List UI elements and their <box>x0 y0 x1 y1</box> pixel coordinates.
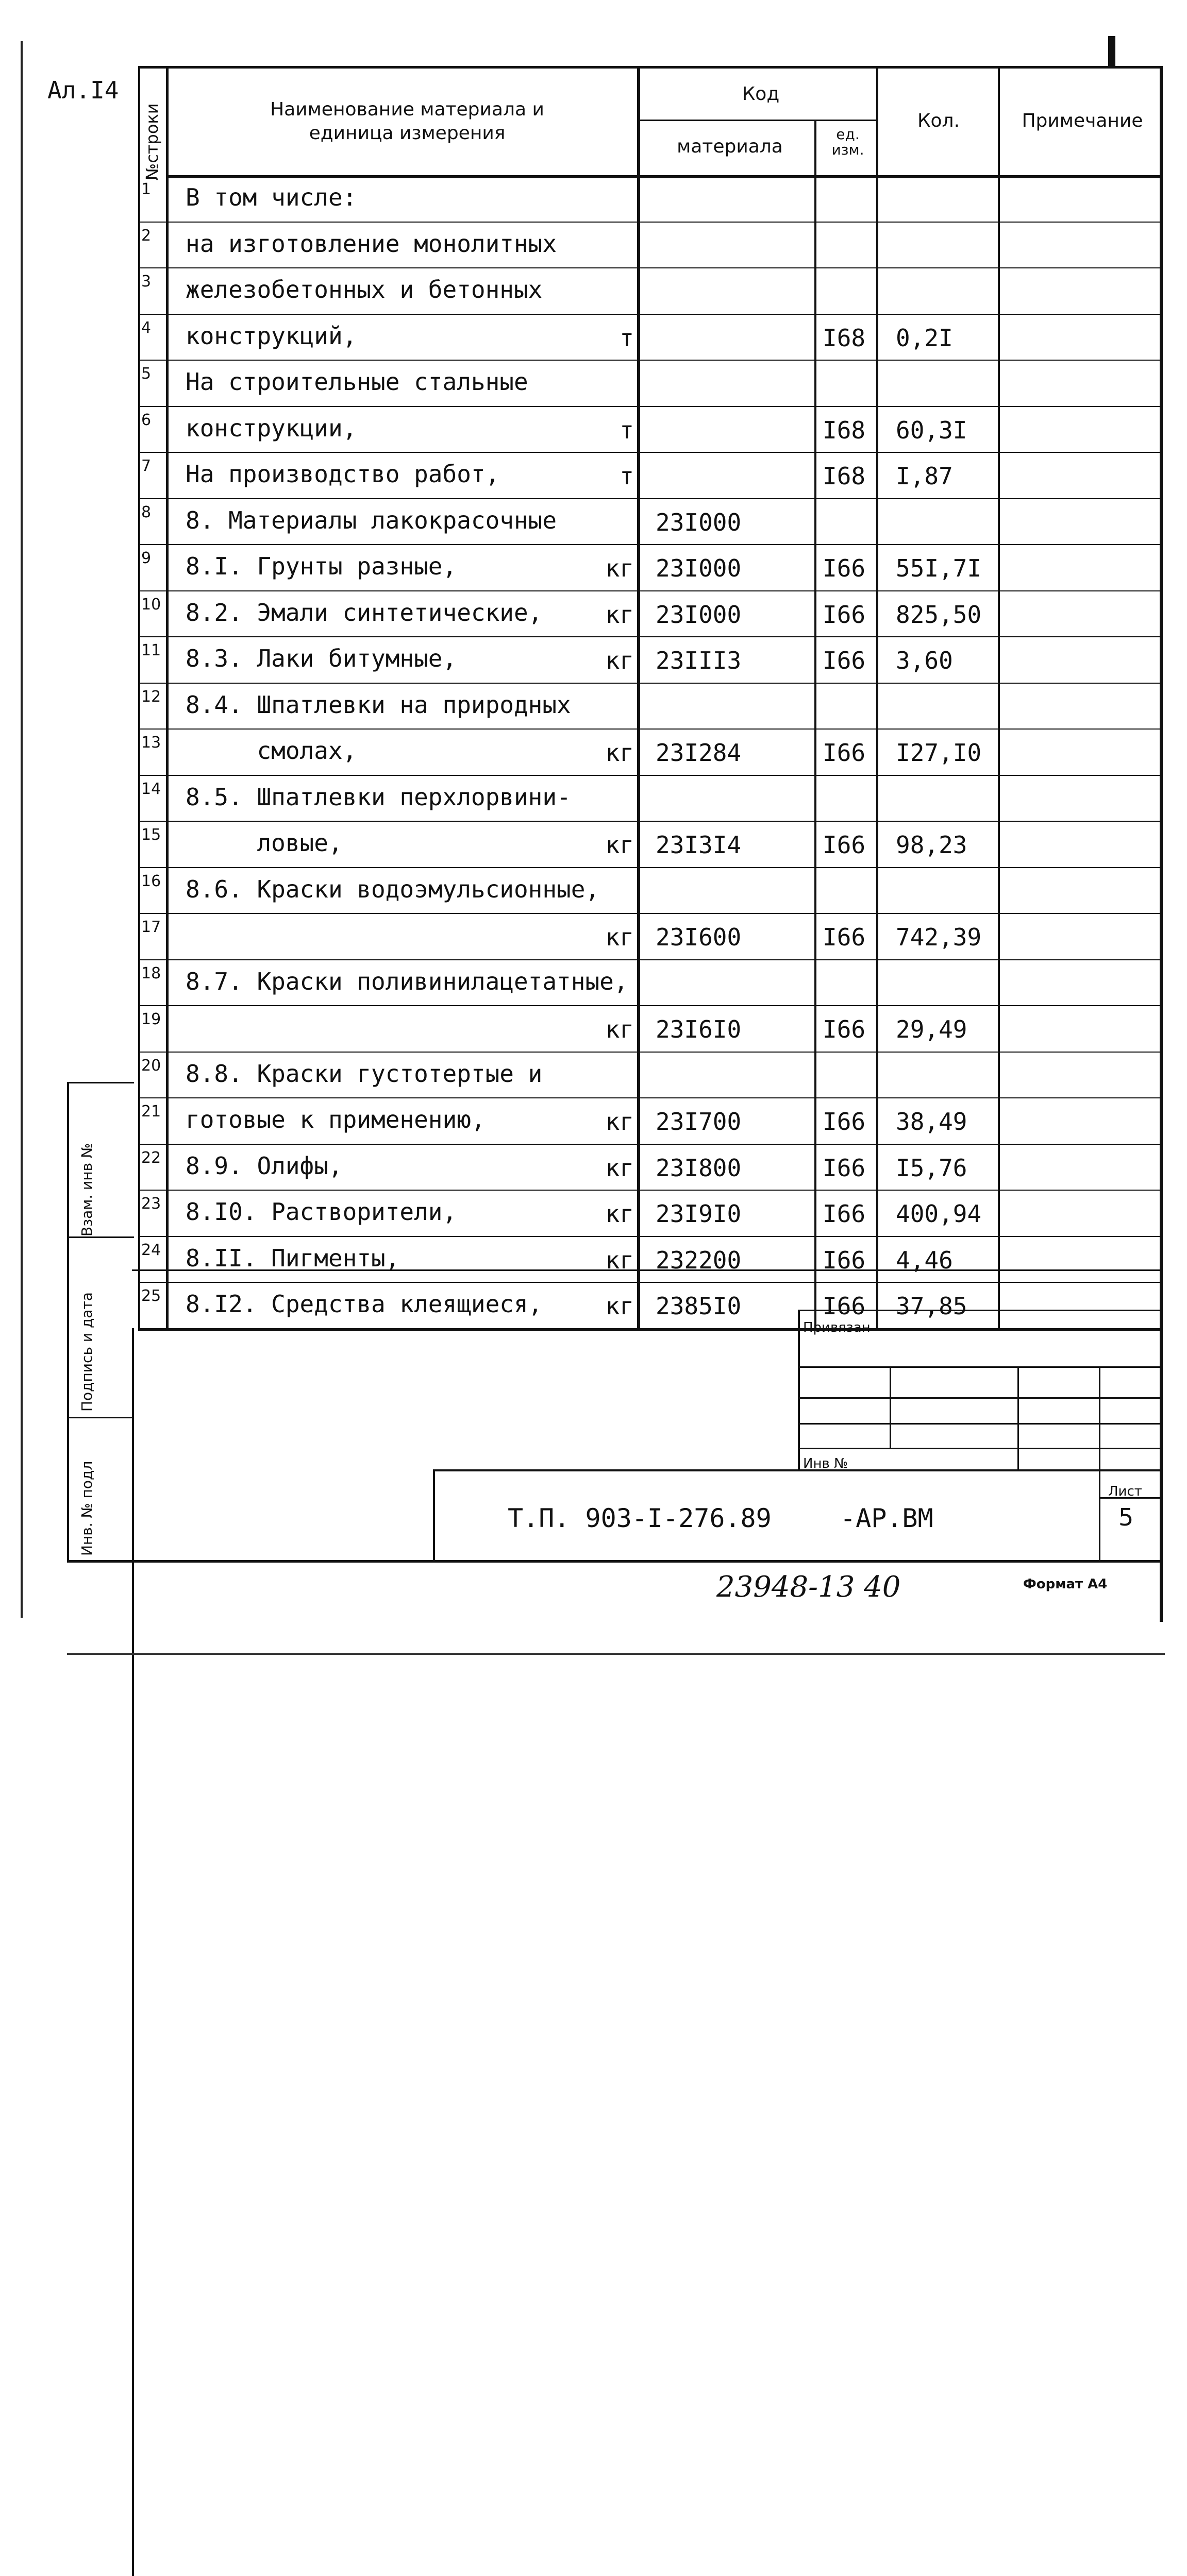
header-code-split <box>637 120 876 121</box>
row-divider <box>138 1282 1160 1283</box>
material-name: 8.6. Краски водоэмульсионные, <box>186 875 599 903</box>
row-number: 6 <box>141 411 167 429</box>
col-border-left <box>138 66 140 1328</box>
row-divider <box>138 683 1160 684</box>
sheet-label: Ал.I4 <box>47 76 119 104</box>
row-number: 1 <box>141 180 167 198</box>
row-number: 22 <box>141 1149 167 1167</box>
unit-code: I68 <box>823 462 865 490</box>
quantity: I5,76 <box>896 1154 967 1182</box>
table-top-border <box>138 66 1160 69</box>
header-bottom-border <box>166 175 1160 178</box>
unit-label: кг <box>588 647 634 674</box>
unit-label: кг <box>588 1108 634 1136</box>
row-divider <box>138 222 1160 223</box>
row-divider <box>138 867 1160 868</box>
material-name: На строительные стальные <box>186 368 528 396</box>
row-number: 4 <box>141 319 167 337</box>
quantity: 55I,7I <box>896 554 981 582</box>
unit-code: I66 <box>823 1246 865 1274</box>
row-number: 18 <box>141 964 167 982</box>
stamp-grid-v <box>890 1366 891 1449</box>
unit-label: кг <box>588 1200 634 1228</box>
title-left <box>433 1469 435 1560</box>
stamp-grid-h <box>798 1397 1160 1399</box>
row-number: 17 <box>141 918 167 936</box>
row-number: 13 <box>141 734 167 752</box>
document-suffix: -АР.ВМ <box>840 1503 933 1533</box>
unit-label: т <box>588 416 634 444</box>
row-divider <box>138 1236 1160 1237</box>
row-number: 3 <box>141 273 167 291</box>
col-border-right <box>1160 66 1163 1328</box>
material-name: 8. Материалы лакокрасочные <box>186 506 557 534</box>
header-qty: Кол. <box>879 109 998 133</box>
side-label-inv-podl: Инв. № подл <box>78 1461 95 1556</box>
row-divider <box>138 775 1160 776</box>
col-border-code <box>637 66 640 1328</box>
title-top <box>433 1469 1160 1471</box>
material-name: ловые, <box>186 829 343 857</box>
quantity: 742,39 <box>896 923 981 951</box>
col-border-qty <box>876 66 878 1328</box>
material-name: 8.2. Эмали синтетические, <box>186 599 542 626</box>
bottom-cut-line <box>67 1653 1165 1655</box>
sheet-word: Лист <box>1108 1484 1142 1499</box>
quantity: 98,23 <box>896 831 967 859</box>
quantity: 400,94 <box>896 1200 981 1228</box>
material-name: готовые к применению, <box>186 1106 486 1133</box>
row-divider <box>138 728 1160 730</box>
unit-label: кг <box>588 739 634 767</box>
material-name: конструкции, <box>186 414 357 442</box>
row-divider <box>138 821 1160 822</box>
material-name: 8.II. Пигменты, <box>186 1244 399 1272</box>
unit-label: кг <box>588 1246 634 1274</box>
margin-line <box>21 41 23 1618</box>
header-code-unit: ед. изм. <box>820 127 876 158</box>
unit-code: I66 <box>823 831 865 859</box>
unit-code: I66 <box>823 1200 865 1228</box>
stamp-right <box>1160 1328 1163 1622</box>
row-number: 10 <box>141 596 167 614</box>
stamp-grid-h <box>798 1448 1160 1449</box>
material-name: 8.I0. Растворители, <box>186 1198 457 1226</box>
row-number: 21 <box>141 1103 167 1121</box>
quantity: 0,2I <box>896 324 953 352</box>
row-divider <box>138 636 1160 637</box>
material-code: 23III3 <box>656 647 741 674</box>
side-box-line <box>67 1236 134 1238</box>
quantity: 37,85 <box>896 1292 967 1320</box>
side-label-podpis: Подпись и дата <box>78 1292 95 1412</box>
unit-label: кг <box>588 831 634 859</box>
row-divider <box>138 1144 1160 1145</box>
material-name: 8.5. Шпатлевки перхлорвини- <box>186 783 571 811</box>
row-divider <box>138 267 1160 268</box>
row-number: 8 <box>141 503 167 521</box>
row-number: 24 <box>141 1241 167 1259</box>
unit-label: кг <box>588 554 634 582</box>
unit-label: кг <box>588 1015 634 1043</box>
table-bottom-border <box>138 1328 1160 1331</box>
material-code: 23I3I4 <box>656 831 741 859</box>
material-name: смолах, <box>186 737 357 765</box>
unit-label: кг <box>588 1154 634 1182</box>
unit-code: I66 <box>823 739 865 767</box>
header-note: Примечание <box>1001 109 1164 133</box>
row-divider <box>138 1005 1160 1006</box>
header-row-no: №строки <box>140 5 164 180</box>
unit-label: кг <box>588 601 634 629</box>
row-number: 11 <box>141 641 167 659</box>
stamp-grid-v <box>1099 1366 1100 1560</box>
row-number: 19 <box>141 1010 167 1028</box>
header-code-material: материала <box>642 135 817 159</box>
unit-code: I66 <box>823 601 865 629</box>
material-code: 23I000 <box>656 601 741 629</box>
quantity: 3,60 <box>896 647 953 674</box>
material-name: на изготовление монолитных <box>186 230 557 258</box>
row-number: 16 <box>141 872 167 890</box>
material-name: 8.8. Краски густотертые и <box>186 1060 542 1088</box>
material-code: 2385I0 <box>656 1292 741 1320</box>
handwritten-number: 23948-13 40 <box>716 1570 900 1604</box>
header-code: Код <box>642 82 879 106</box>
unit-code: I66 <box>823 1015 865 1043</box>
row-divider <box>138 1052 1160 1053</box>
row-divider <box>138 544 1160 545</box>
col-border-ed <box>814 120 816 1328</box>
material-name: 8.I. Грунты разные, <box>186 552 457 580</box>
row-number: 15 <box>141 826 167 844</box>
quantity: 825,50 <box>896 601 981 629</box>
quantity: I27,I0 <box>896 739 981 767</box>
side-label-vzam: Взам. инв № <box>78 1143 95 1236</box>
row-divider <box>138 452 1160 453</box>
material-code: 23I800 <box>656 1154 741 1182</box>
material-name: конструкций, <box>186 322 357 350</box>
side-box-outer <box>67 1082 69 1561</box>
material-code: 23I284 <box>656 739 741 767</box>
row-number: 23 <box>141 1195 167 1213</box>
side-box-line <box>67 1417 134 1418</box>
document-code: Т.П. 903-I-276.89 <box>508 1503 772 1533</box>
stamp-frame-left <box>132 1328 134 2576</box>
unit-code: I66 <box>823 923 865 951</box>
row-number: 12 <box>141 688 167 706</box>
quantity: I,87 <box>896 462 953 490</box>
col-border-note <box>998 66 1000 1328</box>
material-name: железобетонных и бетонных <box>186 276 542 303</box>
material-code: 23I9I0 <box>656 1200 741 1228</box>
row-divider <box>138 959 1160 960</box>
format-label: Формат А4 <box>1023 1577 1107 1592</box>
row-number: 25 <box>141 1287 167 1305</box>
row-number: 20 <box>141 1057 167 1075</box>
row-divider <box>138 913 1160 914</box>
side-box-line <box>67 1082 134 1083</box>
material-name: На производство работ, <box>186 460 499 488</box>
quantity: 4,46 <box>896 1246 953 1274</box>
bound-label: Привязан <box>803 1320 871 1335</box>
stamp-grid-h <box>798 1366 1160 1368</box>
material-name: В том числе: <box>186 183 357 211</box>
unit-code: I66 <box>823 1292 865 1320</box>
material-name: 8.7. Краски поливинилацетатные, <box>186 968 628 995</box>
material-name: 8.4. Шпатлевки на природных <box>186 691 571 719</box>
row-divider <box>138 498 1160 499</box>
material-name: 8.9. Олифы, <box>186 1152 343 1180</box>
unit-label: кг <box>588 923 634 951</box>
quantity: 60,3I <box>896 416 967 444</box>
row-divider <box>138 314 1160 315</box>
row-number: 14 <box>141 780 167 798</box>
unit-code: I68 <box>823 416 865 444</box>
row-number: 7 <box>141 457 167 475</box>
corner-mark <box>1108 36 1115 67</box>
row-number: 5 <box>141 365 167 383</box>
unit-code: I66 <box>823 554 865 582</box>
unit-label: кг <box>588 1292 634 1320</box>
quantity: 38,49 <box>896 1108 967 1136</box>
stamp-bottom <box>67 1560 1160 1563</box>
material-name: 8.I2. Средства клеящиеся, <box>186 1290 542 1318</box>
row-number: 2 <box>141 227 167 245</box>
row-divider <box>138 1097 1160 1098</box>
material-code: 23I000 <box>656 509 741 536</box>
stamp-grid-v <box>798 1310 800 1469</box>
material-code: 232200 <box>656 1246 741 1274</box>
material-code: 23I600 <box>656 923 741 951</box>
sheet-number: 5 <box>1118 1503 1133 1531</box>
row-divider <box>138 1190 1160 1191</box>
row-number: 9 <box>141 549 167 567</box>
unit-code: I68 <box>823 324 865 352</box>
material-code: 23I000 <box>656 554 741 582</box>
quantity: 29,49 <box>896 1015 967 1043</box>
stamp-grid-v <box>1017 1366 1019 1469</box>
material-name: 8.3. Лаки битумные, <box>186 645 457 672</box>
material-code: 23I6I0 <box>656 1015 741 1043</box>
inv-label: Инв № <box>803 1456 848 1471</box>
unit-code: I66 <box>823 1154 865 1182</box>
stamp-grid-h <box>798 1423 1160 1425</box>
unit-code: I66 <box>823 647 865 674</box>
material-code: 23I700 <box>656 1108 741 1136</box>
header-name: Наименование материала и единица измерения <box>232 98 582 145</box>
unit-label: т <box>588 462 634 490</box>
row-divider <box>138 406 1160 407</box>
unit-code: I66 <box>823 1108 865 1136</box>
row-divider <box>138 590 1160 591</box>
row-divider <box>138 360 1160 361</box>
unit-label: т <box>588 324 634 352</box>
